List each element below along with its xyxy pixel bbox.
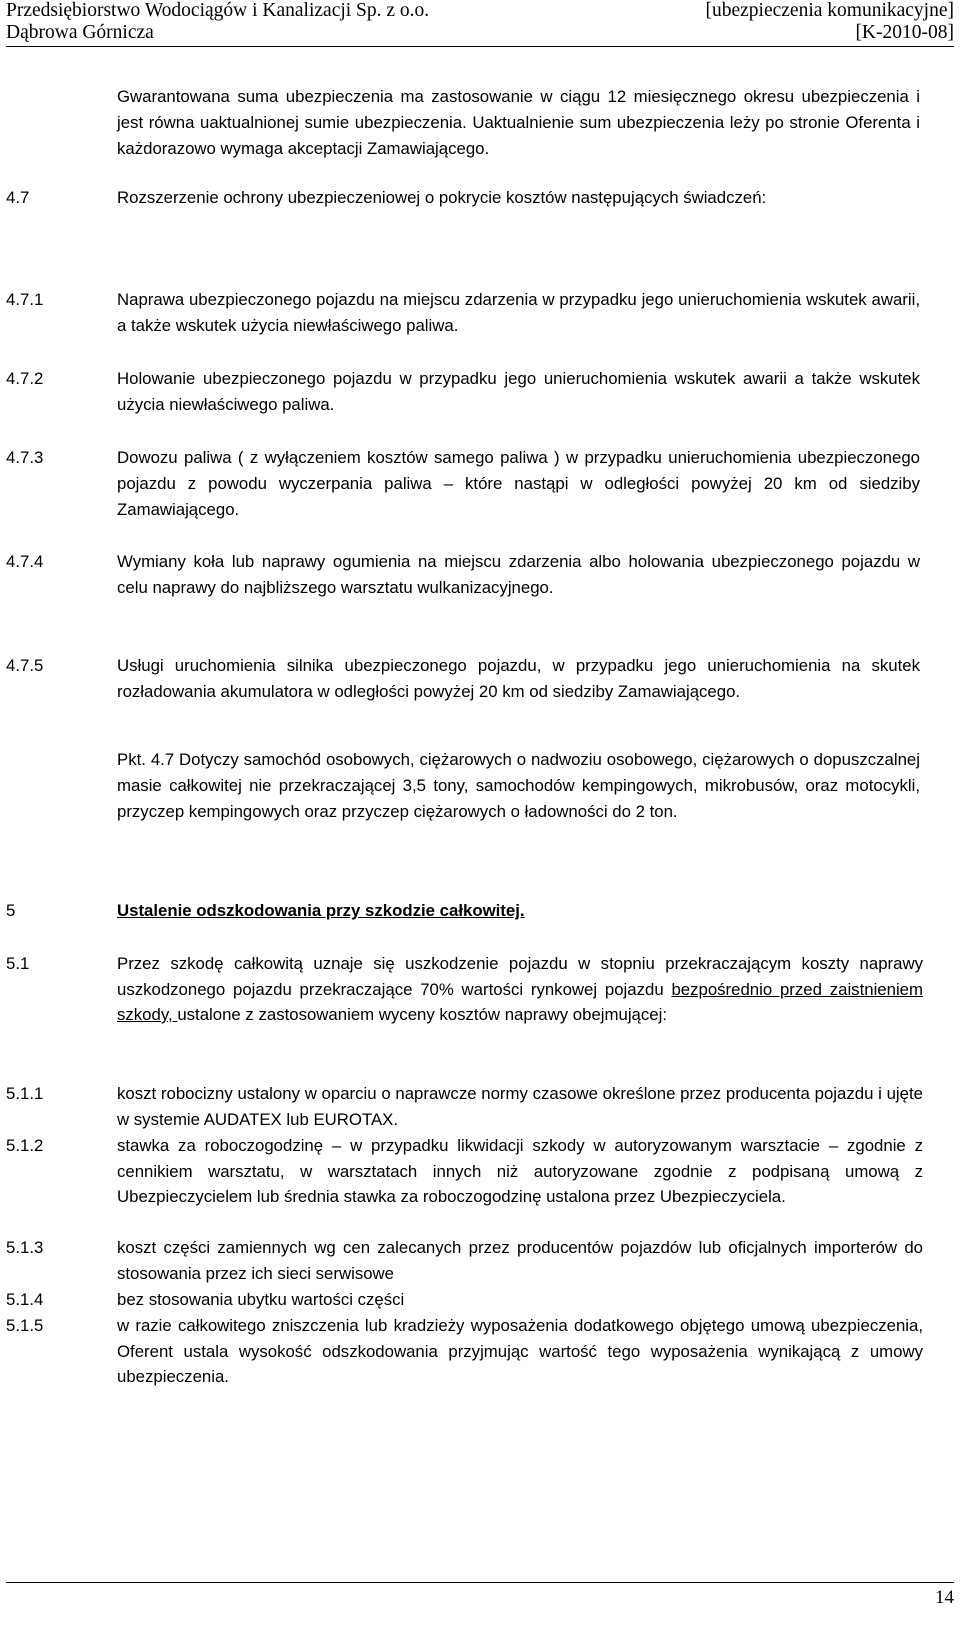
item-text: koszt części zamiennych wg cen zalecanych przez producentów pojazdów lub oficjalnych importerów do stosowania przez ich sieci serwisowe — [117, 1238, 923, 1283]
item-text: Naprawa ubezpieczonego pojazdu na miejscu zdarzenia w przypadku jego unieruchomienia wskutek awarii, a także wskutek użycia niewłaściwego paliwa. — [117, 290, 920, 335]
header-row-1 — [6, 0, 954, 22]
item-text: stawka za roboczogodzinę – w przypadku likwidacji szkody w autoryzowanym warsztacie – zgodnie z cennikiem warsztatu, w warsztatach innych niż autoryzowane zgodnie z podpisaną umową z Ubezpieczycielem lub średnia stawka za roboczogodzinę ustalona przez Ubezpieczyciela. — [117, 1136, 923, 1206]
document-code: [K-2010-08] — [855, 22, 954, 43]
item-number: 5.1.5 — [6, 1316, 44, 1335]
section-number: 5 — [6, 901, 16, 920]
section-note: Pkt. 4.7 Dotyczy samochód osobowych, ciężarowych o nadwoziu osobowego, ciężarowych o dopuszczalnej masie całkowitej nie przekraczającej 3,5 tony, samochodów kempingowych, mikrobusów, oraz motocykli, przyczep kempingowych oraz przyczep ciężarowych o ładowności do 2 ton. — [117, 750, 920, 821]
item-number: 5.1.3 — [6, 1238, 44, 1257]
footer-rule — [6, 1582, 954, 1583]
underlined-phrase: bezpośrednio przed zaistnieniem szkody, — [117, 979, 923, 1024]
page-header — [6, 0, 954, 47]
section-title: Ustalenie odszkodowania przy szkodzie całkowitej. — [117, 901, 525, 920]
document-title: [ubezpieczenia komunikacyjne] — [705, 0, 954, 21]
item-number: 4.7.3 — [6, 448, 44, 467]
item-text: Usługi uruchomienia silnika ubezpieczonego pojazdu, w przypadku jego unieruchomienia na skutek rozładowania akumulatora w odległości powyżej 20 km od siedziby Zamawiającego. — [117, 656, 920, 701]
item-number: 4.7.4 — [6, 552, 44, 571]
item-number: 5.1.2 — [6, 1136, 44, 1155]
item-text: bez stosowania ubytku wartości części — [117, 1290, 405, 1309]
item-number: 4.7.1 — [6, 290, 44, 309]
item-text-part: ustalone z zastosowaniem wyceny kosztów naprawy obejmującej: — [177, 1005, 668, 1024]
item-text: Dowozu paliwa ( z wyłączeniem kosztów samego paliwa ) w przypadku unieruchomienia ubezpieczonego pojazdu z powodu wyczerpania paliwa – które nastąpi w odległości powyżej 20 km od siedziby Zamawiającego. — [117, 448, 920, 519]
item-number: 4.7.2 — [6, 369, 44, 388]
section-text: Rozszerzenie ochrony ubezpieczeniowej o pokrycie kosztów następujących świadczeń: — [117, 188, 767, 207]
item-number: 5.1 — [6, 954, 30, 973]
item-number: 5.1.1 — [6, 1084, 44, 1103]
item-text-part: Przez szkodę całkowitą uznaje się uszkodzenie pojazdu w stopniu przekraczającym koszty naprawy uszkodzonego pojazdu przekraczające 70% wartości rynkowej pojazdu — [117, 954, 923, 999]
item-number: 4.7.5 — [6, 656, 44, 675]
item-number: 5.1.4 — [6, 1290, 44, 1309]
item-text: Holowanie ubezpieczonego pojazdu w przypadku jego unieruchomienia wskutek awarii a także wskutek użycia niewłaściwego paliwa. — [117, 369, 920, 414]
item-text: Wymiany koła lub naprawy ogumienia na miejscu zdarzenia albo holowania ubezpieczonego pojazdu w celu naprawy do najbliższego warsztatu wulkanizacyjnego. — [117, 552, 920, 597]
page-number: 14 — [935, 1587, 954, 1608]
item-text — [117, 951, 923, 1028]
item-text: w razie całkowitego zniszczenia lub kradzieży wyposażenia dodatkowego objętego umową ubezpieczenia, Oferent ustala wysokość odszkodowania przyjmując wartość tego wyposażenia wynikającą z umowy ubezpieczenia. — [117, 1316, 923, 1386]
header-row-2 — [6, 22, 954, 44]
intro-paragraph: Gwarantowana suma ubezpieczenia ma zastosowanie w ciągu 12 miesięcznego okresu ubezpieczenia i jest równa uaktualnionej sumie ubezpieczenia. Uaktualnienie sum ubezpieczenia leży po stronie Oferenta i każdorazowo wymaga akceptacji Zamawiającego. — [117, 87, 920, 158]
section-number: 4.7 — [6, 188, 30, 207]
company-name: Przedsiębiorstwo Wodociągów i Kanalizacji Sp. z o.o. — [6, 0, 430, 21]
item-text: koszt robocizny ustalony w oparciu o naprawcze normy czasowe określone przez producenta pojazdu i ujęte w systemie AUDATEX lub EUROTAX. — [117, 1084, 923, 1129]
company-city: Dąbrowa Górnicza — [6, 22, 154, 43]
